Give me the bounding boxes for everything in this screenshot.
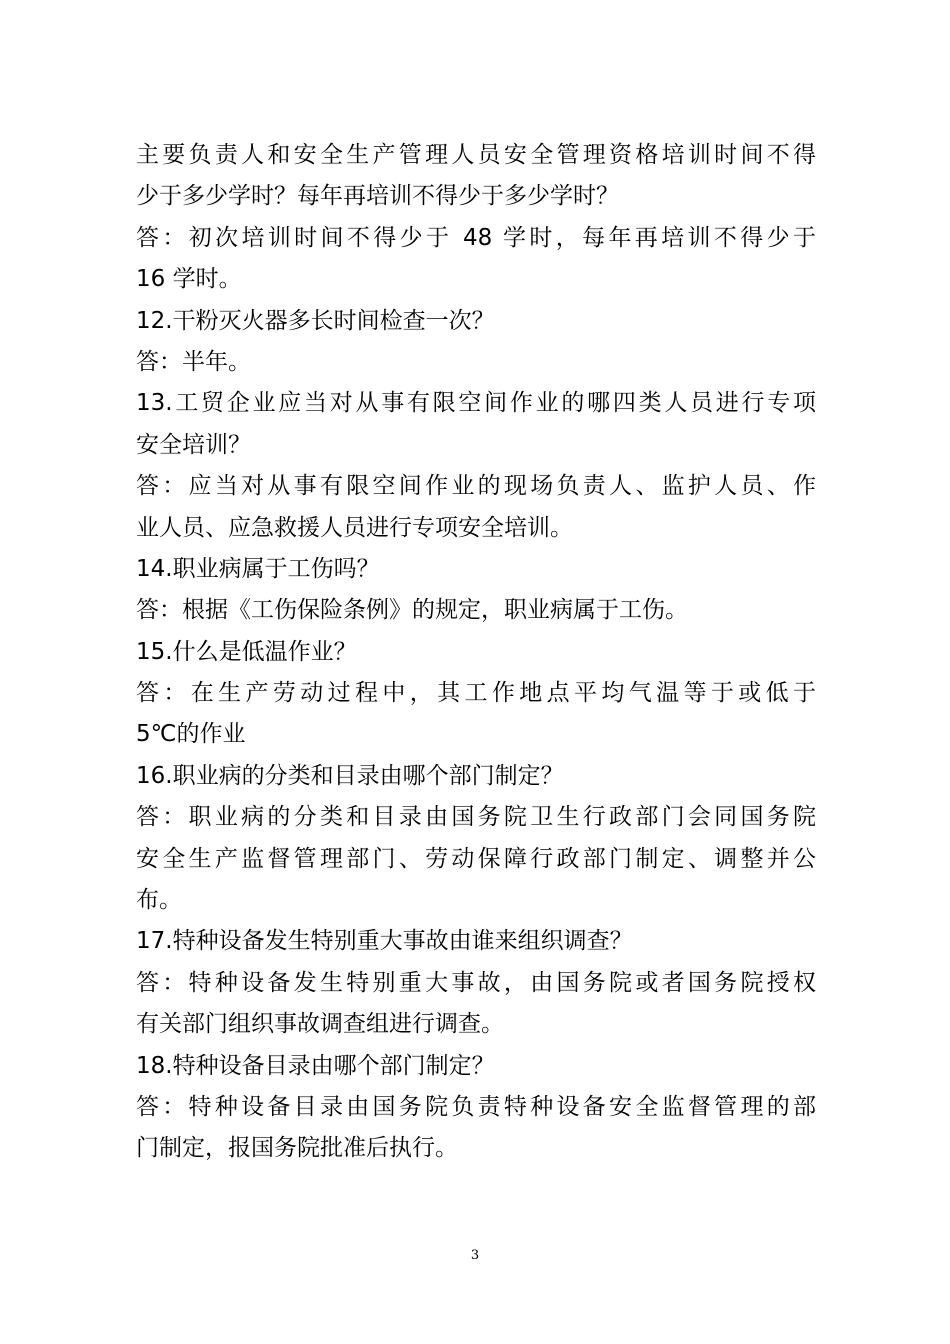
text-line: 门制定，报国务院批准后执行。: [136, 1135, 458, 1162]
text-line: 15.什么是低温作业？: [136, 638, 357, 665]
text-line: 少于多少学时？每年再培训不得少于多少学时？: [136, 183, 619, 210]
text-line: 16.职业病的分类和目录由哪个部门制定？: [136, 762, 564, 789]
text-line: 答：特种设备目录由国务院负责特种设备安全监督管理的部: [136, 1093, 816, 1120]
text-line: 答：根据《工伤保险条例》的规定，职业病属于工伤。: [136, 597, 688, 624]
text-line: 布。: [136, 887, 182, 914]
text-line: 安全培训？: [136, 431, 251, 458]
text-line: 答：在生产劳动过程中，其工作地点平均气温等于或低于: [136, 680, 816, 707]
text-line: 17.特种设备发生特别重大事故由谁来组织调查？: [136, 928, 633, 955]
text-line: 答：应当对从事有限空间作业的现场负责人、监护人员、作: [136, 473, 816, 500]
text-line: 5℃的作业: [136, 721, 246, 748]
text-line: 16 学时。: [136, 266, 242, 293]
text-line: 答：特种设备发生特别重大事故，由国务院或者国务院授权: [136, 969, 816, 996]
document-body: [136, 135, 816, 1170]
text-line: 安全生产监督管理部门、劳动保障行政部门制定、调整并公: [136, 845, 816, 872]
text-line: 主要负责人和安全生产管理人员安全管理资格培训时间不得: [136, 142, 816, 168]
text-line: 答：初次培训时间不得少于 48 学时，每年再培训不得少于: [136, 224, 816, 251]
text-line: 13.工贸企业应当对从事有限空间作业的哪四类人员进行专项: [136, 390, 816, 417]
text-line: 答：半年。: [136, 348, 251, 375]
text-line: 业人员、应急救援人员进行专项安全培训。: [136, 514, 573, 541]
text-line: 14.职业病属于工伤吗？: [136, 555, 380, 582]
page-number: 3: [470, 1248, 480, 1263]
text-line: 答：职业病的分类和目录由国务院卫生行政部门会同国务院: [136, 804, 816, 831]
text-line: 12.干粉灭火器多长时间检查一次？: [136, 307, 495, 334]
text-line: 18.特种设备目录由哪个部门制定？: [136, 1052, 495, 1079]
text-line: 有关部门组织事故调查组进行调查。: [136, 1011, 504, 1038]
